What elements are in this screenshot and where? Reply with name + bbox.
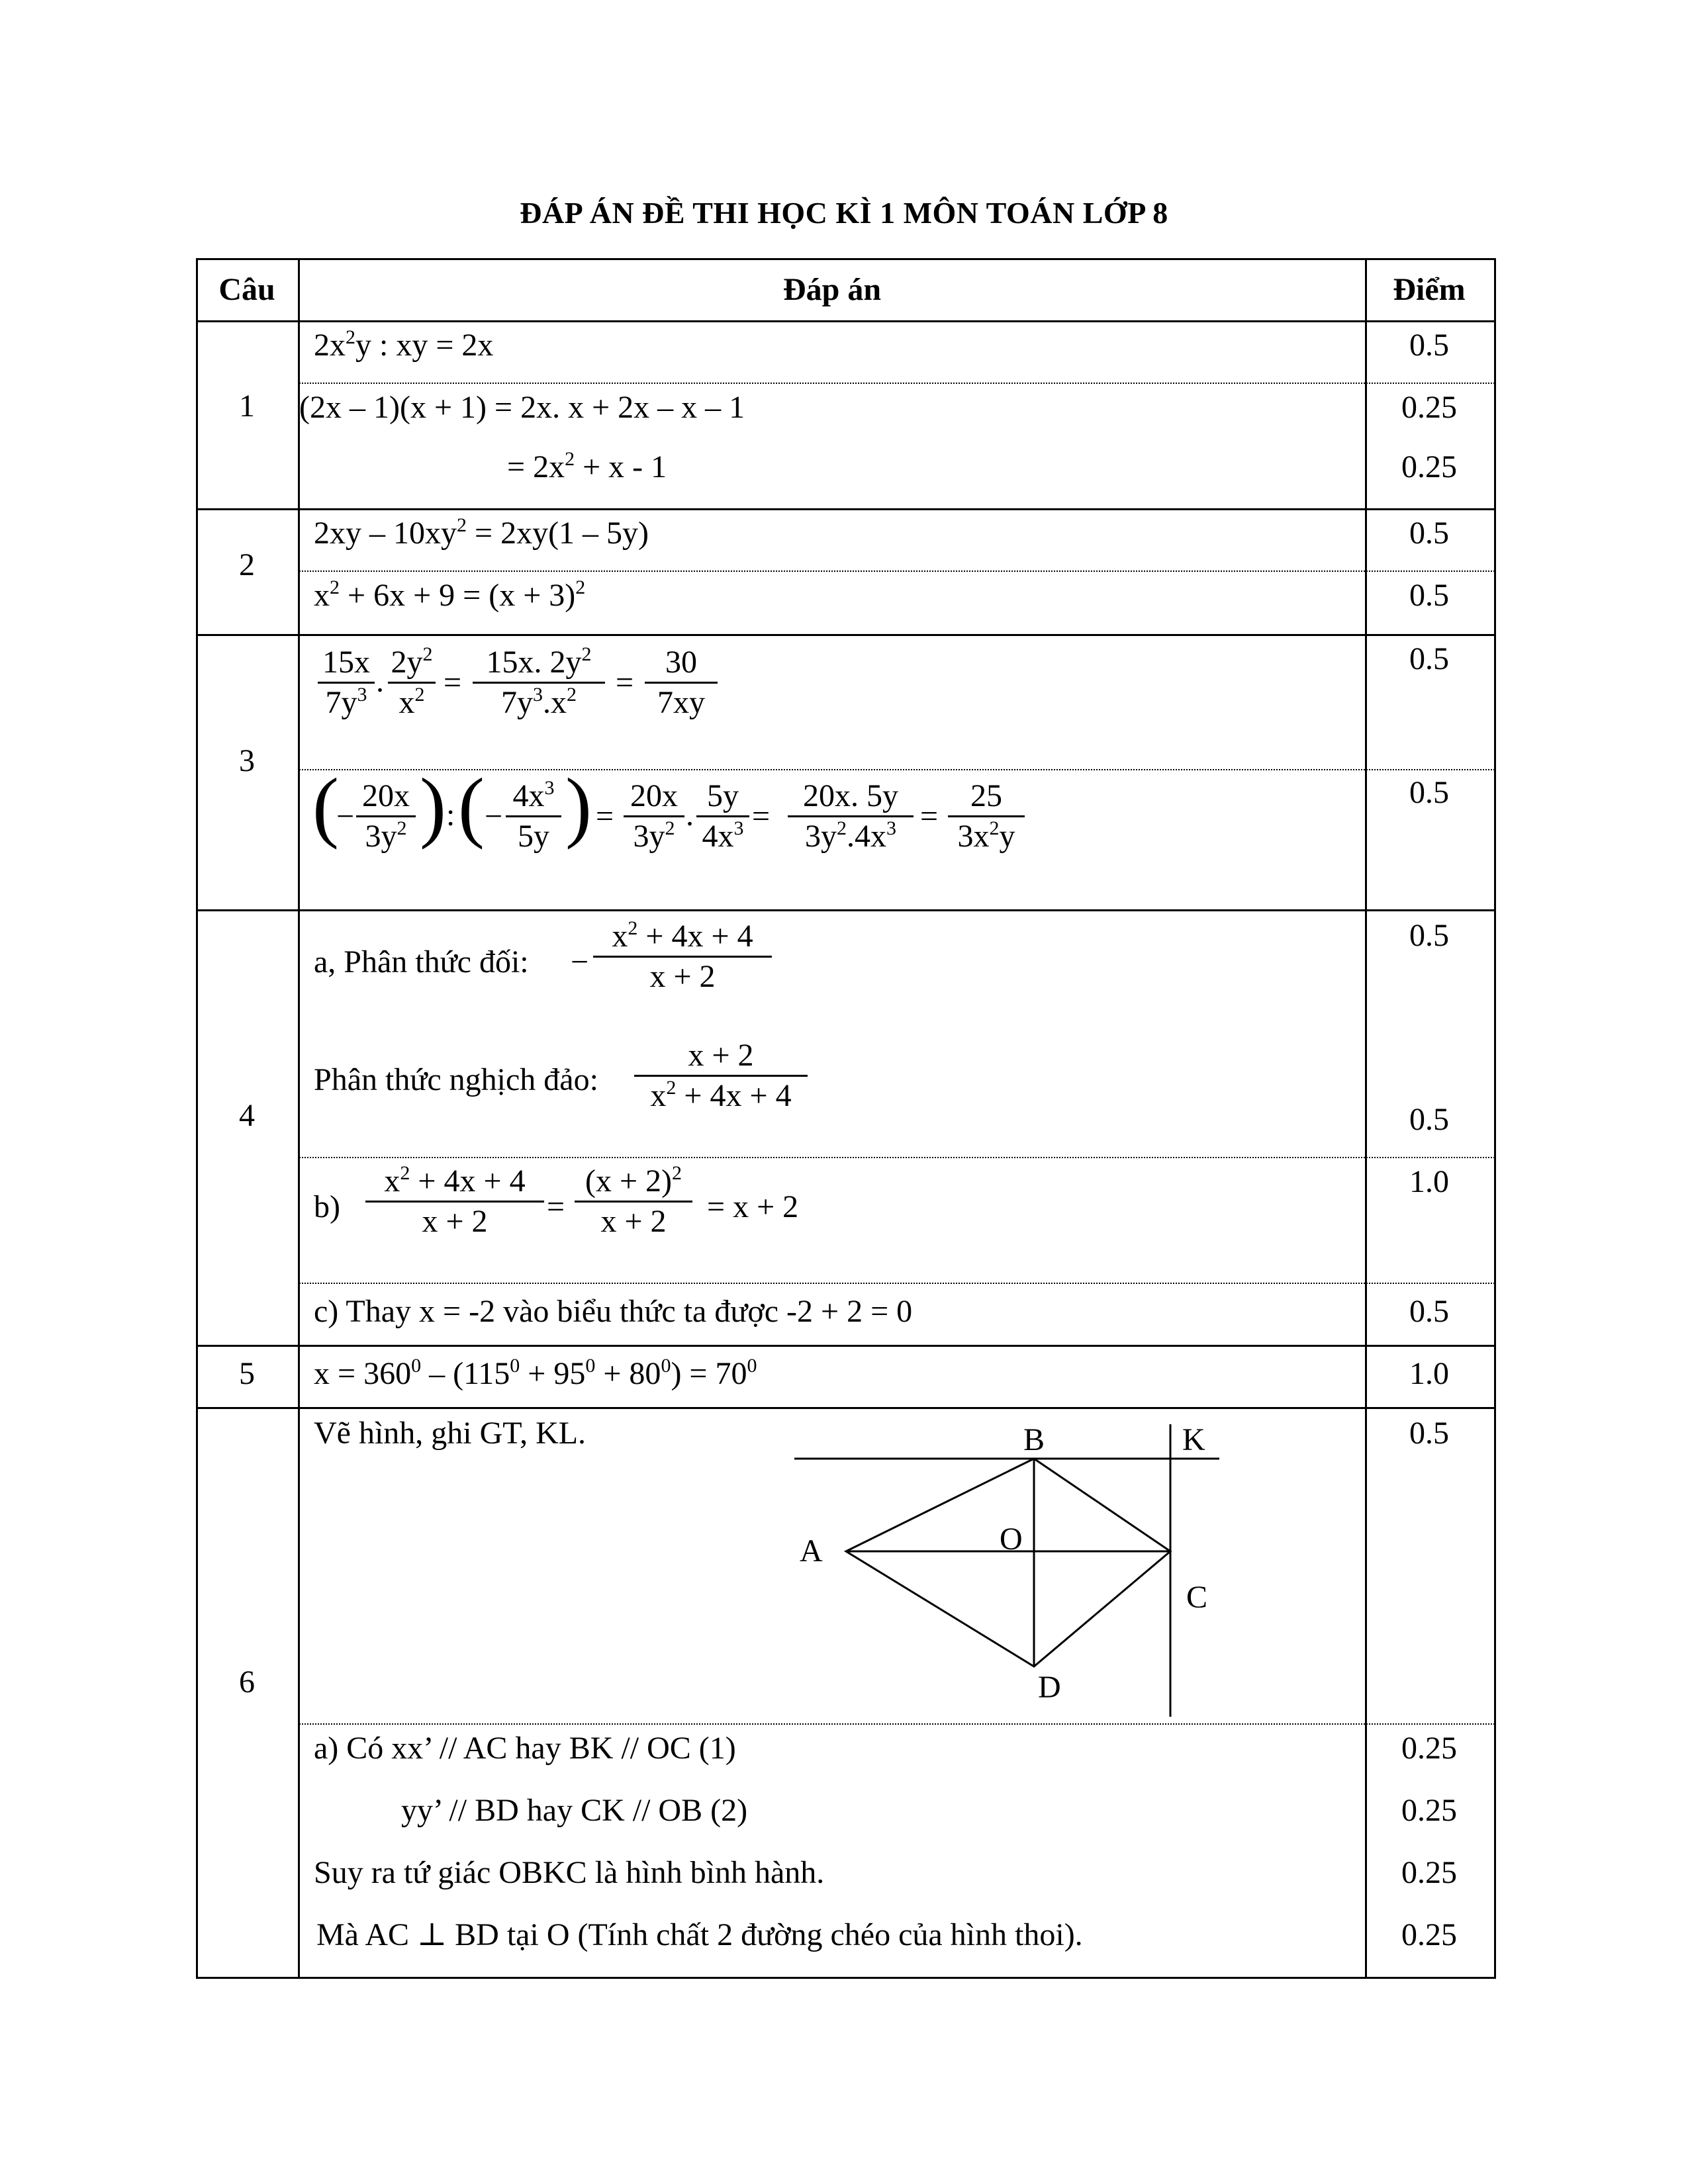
- sub-row-line: [299, 1283, 1495, 1284]
- q5-text: $x = 360^0 - (115^0 + 95^0 + 80^0) = 70^0$: [314, 1355, 757, 1391]
- row-line: [196, 909, 1496, 911]
- q4-point-1: 0.5: [1409, 918, 1449, 953]
- row-line: [196, 1407, 1496, 1409]
- q2-point-2: 0.5: [1409, 578, 1449, 613]
- q3-point-1: 0.5: [1409, 641, 1449, 676]
- question-number-2: 2: [239, 547, 255, 582]
- q1-point-2: 0.25: [1401, 390, 1457, 425]
- q1-line-1: $2x^2y$ : xy = 2x: [314, 326, 494, 363]
- q2-point-1: 0.5: [1409, 516, 1449, 551]
- q3-point-2: 0.5: [1409, 775, 1449, 810]
- q6-point-2: 0.25: [1401, 1731, 1457, 1766]
- q4-a-label: a, Phân thức đối:: [314, 944, 529, 979]
- q3b-fraction-1: 20x $3y^2$: [356, 777, 416, 856]
- point-label-o: O: [1000, 1522, 1023, 1557]
- q6-draw-text: Vẽ hình, ghi GT, KL.: [314, 1416, 586, 1451]
- q4-a-fraction: $x^2 + 4x + 4$ x + 2: [593, 917, 772, 996]
- row-line: [196, 258, 1496, 260]
- question-number-1: 1: [239, 388, 255, 424]
- q4-b-result: = x + 2: [707, 1189, 799, 1224]
- q4-point-2: 0.5: [1409, 1102, 1449, 1137]
- row-line: [196, 508, 1496, 510]
- point-label-a: A: [800, 1533, 823, 1569]
- q4-inverse-label: Phân thức nghịch đảo:: [314, 1062, 598, 1097]
- header-diem: Điểm: [1393, 272, 1466, 307]
- row-line: [196, 1345, 1496, 1347]
- q6-point-3: 0.25: [1401, 1793, 1457, 1828]
- point-label-d: D: [1038, 1670, 1061, 1705]
- q6-point-5: 0.25: [1401, 1917, 1457, 1952]
- q1-point-1: 0.5: [1409, 328, 1449, 363]
- row-line: [196, 634, 1496, 636]
- q6-line-4: Mà AC ⊥ BD tại O (Tính chất 2 đường chéo của hình thoi).: [316, 1917, 1083, 1952]
- q3a-fraction-2: $2y^2$ $x^2$: [388, 643, 436, 722]
- row-line: [196, 320, 1496, 322]
- q5-point-1: 1.0: [1409, 1356, 1449, 1391]
- column-divider-1: [298, 258, 300, 1979]
- row-line: [196, 1977, 1496, 1979]
- sub-row-line: [299, 570, 1495, 572]
- question-number-6: 6: [239, 1664, 255, 1700]
- point-label-c: C: [1186, 1580, 1208, 1615]
- q3a-fraction-4: 30 7xy: [645, 643, 718, 722]
- sub-row-line: [299, 383, 1495, 384]
- q4-b-fraction-2: $(x + 2)^2$ x + 2: [575, 1162, 692, 1241]
- q1-line-3: = $2x^2 + x - 1$: [507, 448, 667, 484]
- q3b-fraction-5: 20x. 5y $3y^2.4x^3$: [788, 777, 914, 856]
- rhombus-abcd: [846, 1459, 1170, 1666]
- q3b-fraction-4: 5y $4x^3$: [696, 777, 749, 856]
- question-number-3: 3: [239, 743, 255, 778]
- question-number-5: 5: [239, 1356, 255, 1391]
- q4-point-3: 1.0: [1409, 1164, 1449, 1199]
- point-label-b: B: [1023, 1422, 1045, 1457]
- point-label-k: K: [1182, 1422, 1205, 1457]
- answer-table: Câu Đáp án Điểm 1 $2x^2y$ : xy = 2x (2x – 1)(x + 1) = 2x. x + 2x – x – 1 = $2x^2 + x - 1$ 0.5 0.25 0.25 2 $2xy - 10xy^2 = 2xy(1 - 5y)$ $x^2 + 6x + 9 = (x + 3)^2$ 0.5 0.5 3 0.5 0.5 15x $7y^3$ . $2y^2$ $x^2$ = 15x. $2y^2$ $7y^3.x^2$ = 30 7xy ( − 20x $3y^2$ ) : ( − $4x^3$ 5y ) = 20x $3y^2$ . 5y $4x^3$ = 20x. 5y $3y^2.4x^3$ = 25 $3x^2y$ 4 a, Phân thức đối: − $x^2 + 4x + 4$ x + 2 Phân thức nghịch đảo: x + 2 $x^2 + 4x + 4$ b) $x^2 + 4x + 4$ x + 2 = $(x + 2)^2$ x + 2 = x + 2 c) Thay x = -2 vào biểu thức ta được -2 + 2 = 0 0.5 0.5 1.0 0.5 5 $x = 360^0 - (115^0 + 95^0 + 80^0) = 70^0$ 1.0 6 Vẽ hình, ghi GT, KL. 0.5 B K O A C D a) Có xx’ // AC hay BK // OC (1) yy’ // BD hay CK // OB (2) Suy ra tứ giác OBKC là hình bình hành. Mà AC ⊥ BD tại O (Tính chất 2 đường chéo của hình thoi). 0.25 0.25 0.25 0.25: [196, 258, 1496, 1979]
- question-number-4: 4: [239, 1098, 255, 1133]
- q6-line-3: Suy ra tứ giác OBKC là hình bình hành.: [314, 1855, 825, 1890]
- q1-line-2: (2x – 1)(x + 1) = 2x. x + 2x – x – 1: [299, 390, 745, 425]
- sub-row-line: [299, 1157, 1495, 1158]
- header-dap-an: Đáp án: [782, 272, 882, 307]
- q2-line-1: $2xy - 10xy^2 = 2xy(1 - 5y)$: [314, 514, 649, 551]
- table-border-right: [1494, 258, 1496, 1979]
- q4-c-text: c) Thay x = -2 vào biểu thức ta được -2 + 2 = 0: [314, 1294, 913, 1329]
- q6-line-2: yy’ // BD hay CK // OB (2): [401, 1793, 748, 1828]
- q3b-fraction-6: 25 $3x^2y$: [948, 777, 1025, 856]
- q3a-fraction-3: 15x. $2y^2$ $7y^3.x^2$: [473, 643, 605, 722]
- q3b-fraction-3: 20x $3y^2$: [624, 777, 684, 856]
- q2-line-2: $x^2 + 6x + 9 = (x + 3)^2$: [314, 576, 586, 613]
- q6-point-4: 0.25: [1401, 1855, 1457, 1890]
- q6-point-1: 0.5: [1409, 1416, 1449, 1451]
- q4-b-label: b): [314, 1189, 340, 1224]
- q4-b-fraction-1: $x^2 + 4x + 4$ x + 2: [365, 1162, 544, 1241]
- q3a-fraction-1: 15x $7y^3$: [318, 643, 375, 722]
- page-title: ĐÁP ÁN ĐỀ THI HỌC KÌ 1 MÔN TOÁN LỚP 8: [520, 196, 1168, 230]
- q4-point-4: 0.5: [1409, 1294, 1449, 1329]
- q4-inverse-fraction: x + 2 $x^2 + 4x + 4$: [634, 1036, 808, 1115]
- header-cau: Câu: [218, 272, 275, 307]
- q6-line-1: a) Có xx’ // AC hay BK // OC (1): [314, 1731, 736, 1766]
- q1-point-3: 0.25: [1401, 449, 1457, 484]
- q3b-fraction-2: $4x^3$ 5y: [506, 777, 561, 856]
